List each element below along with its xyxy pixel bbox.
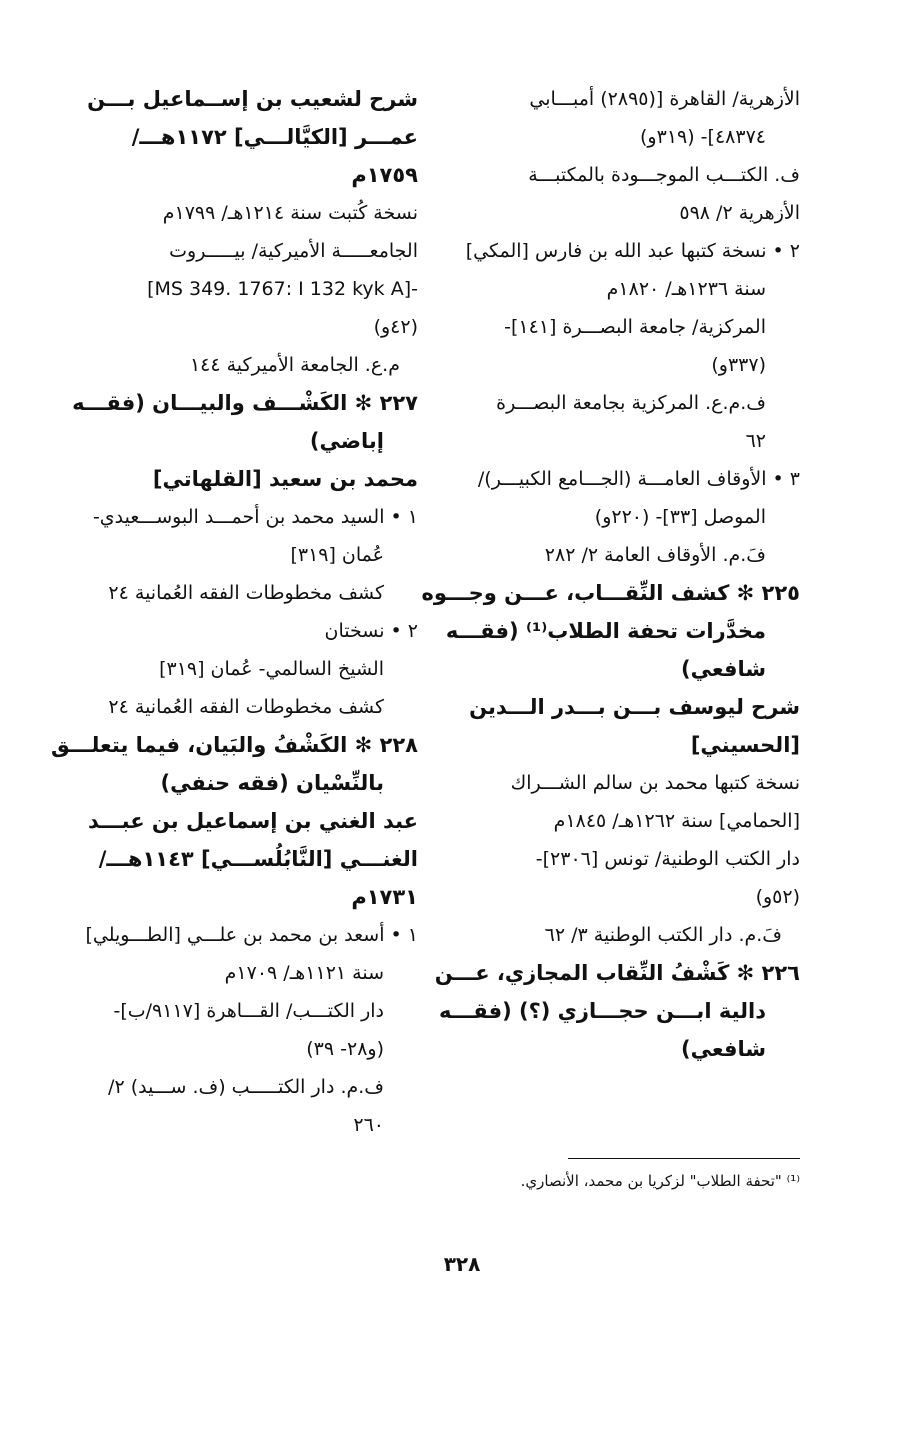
left-column-line: شرح لشعيب بن إســماعيل بـــن <box>87 87 418 111</box>
right-column-line: ٢٢٥ ✻ كشف النِّقـــاب، عـــن وجـــوه <box>421 581 800 605</box>
left-column-line: الجامعـــــة الأميركية/ بيـــــروت <box>169 240 418 262</box>
footnote: ⁽¹⁾ "تحفة الطلاب" لزكريا بن محمد، الأنصاري. <box>520 1172 800 1190</box>
left-column <box>51 80 418 1144</box>
right-column-line: ٦٢ <box>745 430 766 452</box>
left-column-line: نسخة كُتبت سنة ١٢١٤هـ/ ١٧٩٩م <box>162 202 418 224</box>
left-column-line: ٢٦٠ <box>353 1114 384 1136</box>
left-column-line: سنة ١١٢١هـ/ ١٧٠٩م <box>224 962 384 984</box>
left-column-line: كشف مخطوطات الفقه العُمانية ٢٤ <box>108 582 384 604</box>
left-column-line: عُمان [٣١٩] <box>290 544 384 566</box>
right-column-line: ٤٨٣٧٤]- (٣١٩و) <box>640 126 766 148</box>
left-column-line: كشف مخطوطات الفقه العُمانية ٢٤ <box>108 696 384 718</box>
page-number: ٣٢٨ <box>443 1252 481 1276</box>
right-column-line: ٢ • نسخة كتبها عبد الله بن فارس [المكي] <box>465 240 800 262</box>
left-column-line: -[MS 349. 1767: I 132 kyk A] <box>147 278 418 300</box>
left-column-line: ١ • أسعد بن محمد بن علـــي [الطـــويلي] <box>85 924 418 946</box>
left-column-line: ١ • السيد محمد بن أحمـــد البوســـعيدي- <box>92 506 418 528</box>
left-column-line: بالنِّسْيان (فقه حنفي) <box>160 771 384 795</box>
left-column-line: ف.م. دار الكتـــــب (ف. ســـيد) ٢/ <box>108 1076 384 1098</box>
right-column-line: ف. الكتـــب الموجـــودة بالمكتبـــة <box>528 164 800 186</box>
left-column-line: عبد الغني بن إسماعيل بن عبـــد <box>88 809 418 833</box>
left-column-line: ٢٢٨ ✻ الكَشْفُ والبَيان، فيما يتعلـــق <box>51 733 418 757</box>
left-column-line: ١٧٣١م <box>351 885 418 909</box>
right-column-line: الأزهرية ٢/ ٥٩٨ <box>679 202 800 224</box>
right-column-line: المركزية/ جامعة البصـــرة [١٤١]- <box>504 316 766 338</box>
right-column-line: دالية ابـــن حجـــازي (؟) (فقـــه <box>438 999 766 1023</box>
right-column-line: (٥٢و) <box>755 886 800 908</box>
right-column-line: [الحسيني] <box>690 733 800 757</box>
left-column-line: الغنـــي [النَّابُلُســـي] ١١٤٣هـــ/ <box>98 847 418 871</box>
left-column-line: عمـــر [الكيَّالـــي] ١١٧٢هـــ/ <box>131 125 418 149</box>
right-column-line: مخدَّرات تحفة الطلاب⁽¹⁾ (فقـــه <box>445 619 766 643</box>
right-column-line: شافعي) <box>681 657 766 681</box>
left-column-line: الشيخ السالمي- عُمان [٣١٩] <box>159 658 384 680</box>
left-column-line: (و٢٨- ٣٩) <box>306 1038 384 1060</box>
right-column-line: [الحمامي] سنة ١٢٦٢هـ/ ١٨٤٥م <box>553 810 800 832</box>
left-column-line: (٤٢و) <box>373 316 418 338</box>
right-column-line: الأزهرية/ القاهرة [(٢٨٩٥) أمبـــابي <box>529 88 800 110</box>
right-column-line: فَ.م. دار الكتب الوطنية ٣/ ٦٢ <box>544 924 782 946</box>
right-column <box>421 80 800 1068</box>
left-column-line: ١٧٥٩م <box>351 163 418 187</box>
right-column-line: ف.م.ع. المركزية بجامعة البصـــرة <box>496 392 766 414</box>
footnote-rule <box>568 1158 800 1159</box>
right-column-line: دار الكتب الوطنية/ تونس [٢٣٠٦]- <box>535 848 800 870</box>
left-column-line: م.ع. الجامعة الأميركية ١٤٤ <box>189 354 400 376</box>
left-column-line: ٢ • نسختان <box>324 620 418 642</box>
right-column-line: ٢٢٦ ✻ كَشْفُ النِّقاب المجازي، عـــن <box>434 961 800 985</box>
right-column-line: شافعي) <box>681 1037 766 1061</box>
left-column-line: محمد بن سعيد [القلهاتي] <box>152 467 418 491</box>
right-column-line: فَ.م. الأوقاف العامة ٢/ ٢٨٢ <box>544 544 766 566</box>
right-column-line: (٣٣٧و) <box>711 354 766 376</box>
left-column-line: ٢٢٧ ✻ الكَشْـــف والبيـــان (فقـــه <box>72 391 418 415</box>
right-column-line: الموصل [٣٣]- (٢٢٠و) <box>594 506 766 528</box>
left-column-line: دار الكتـــب/ القـــاهرة [٩١١٧/ب]- <box>113 1000 384 1022</box>
right-column-line: نسخة كتبها محمد بن سالم الشـــراك <box>510 772 800 794</box>
right-column-line: ٣ • الأوقاف العامـــة (الجـــامع الكبيـــر)/ <box>477 468 800 490</box>
right-column-line: شرح ليوسف بـــن بـــدر الـــدين <box>469 695 800 719</box>
right-column-line: سنة ١٢٣٦هـ/ ١٨٢٠م <box>606 278 766 300</box>
left-column-line: إباضي) <box>309 429 384 453</box>
